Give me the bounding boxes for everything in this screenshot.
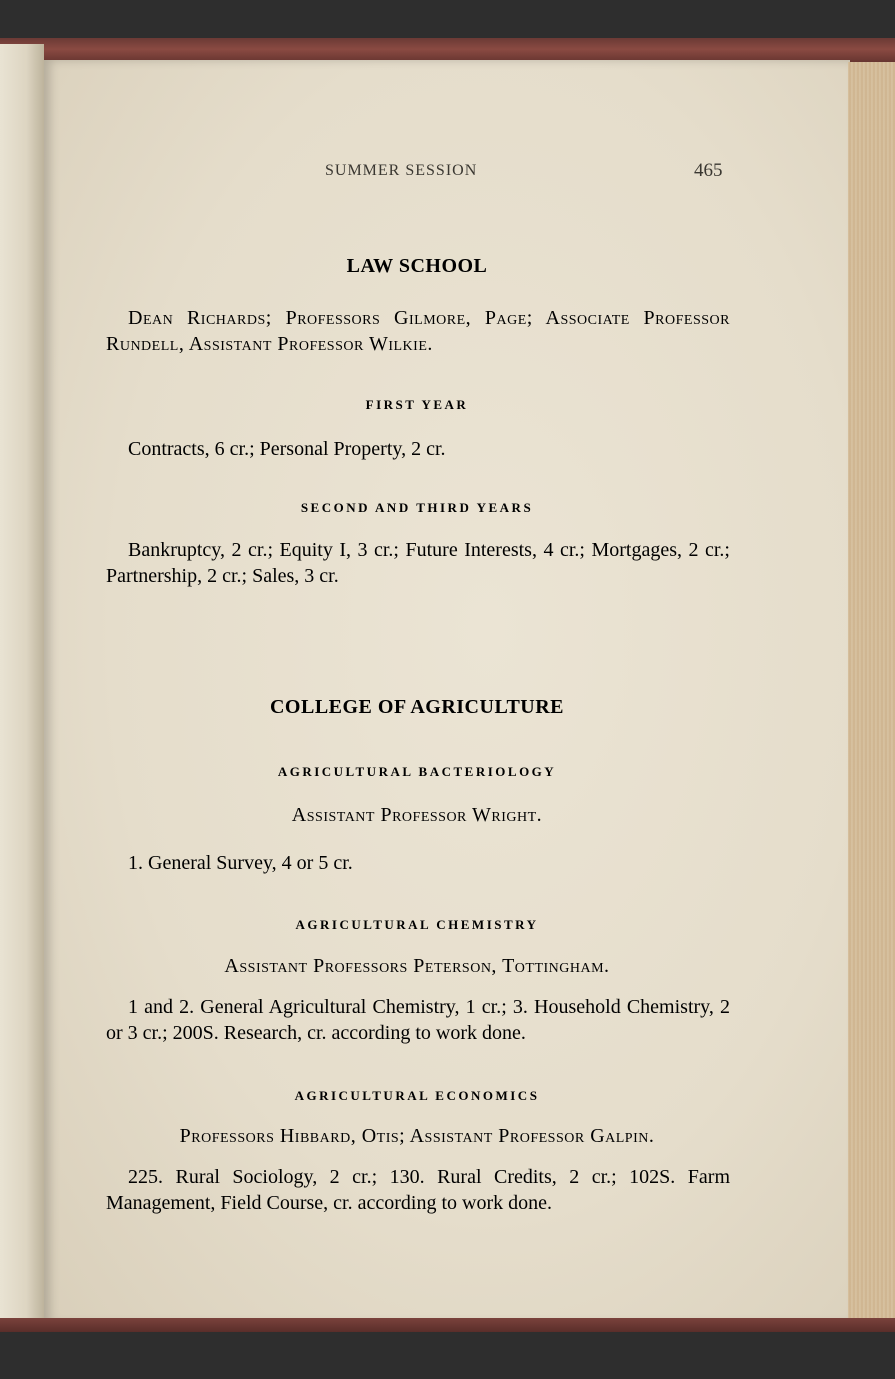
page-block-edge [848,62,895,1324]
chemistry-faculty: Assistant Professors Peterson, Tottingham. [224,955,610,977]
second-third-years-courses: Bankruptcy, 2 cr.; Equity I, 3 cr.; Future Interests, 4 cr.; Mortgages, 2 cr.; Partnership, 2 cr.; Sales, 3 cr. [106,539,730,587]
facing-page-edge [0,44,44,1326]
first-year-heading: FIRST YEAR [365,397,469,412]
economics-courses: 225. Rural Sociology, 2 cr.; 130. Rural Credits, 2 cr.; 102S. Farm Management, Field Course, cr. according to work done. [106,1166,730,1214]
law-school-faculty: Dean Richards; Professors Gilmore, Page; Associate Professor Rundell, Assistant Professor Wilkie. [106,307,730,355]
page-number: 465 [694,160,723,181]
bacteriology-courses: 1. General Survey, 4 or 5 cr. [128,852,353,874]
agriculture-heading: COLLEGE OF AGRICULTURE [269,696,565,718]
chemistry-courses: 1 and 2. General Agricultural Chemistry, 1 cr.; 3. Household Chemistry, 2 or 3 cr.; 200S. Research, cr. according to work done. [106,996,730,1044]
law-school-heading: LAW SCHOOL [346,255,488,277]
chemistry-heading: AGRICULTURAL CHEMISTRY [295,917,539,932]
bacteriology-faculty: Assistant Professor Wright. [291,804,543,826]
running-head: SUMMER SESSION [325,162,478,179]
bacteriology-heading: AGRICULTURAL BACTERIOLOGY [277,764,557,779]
second-third-years-heading: SECOND AND THIRD YEARS [300,500,534,515]
book-binding-bottom [0,1318,895,1332]
economics-faculty: Professors Hibbard, Otis; Assistant Professor Galpin. [179,1125,655,1147]
first-year-courses: Contracts, 6 cr.; Personal Property, 2 cr. [128,438,446,460]
economics-heading: AGRICULTURAL ECONOMICS [294,1088,540,1103]
